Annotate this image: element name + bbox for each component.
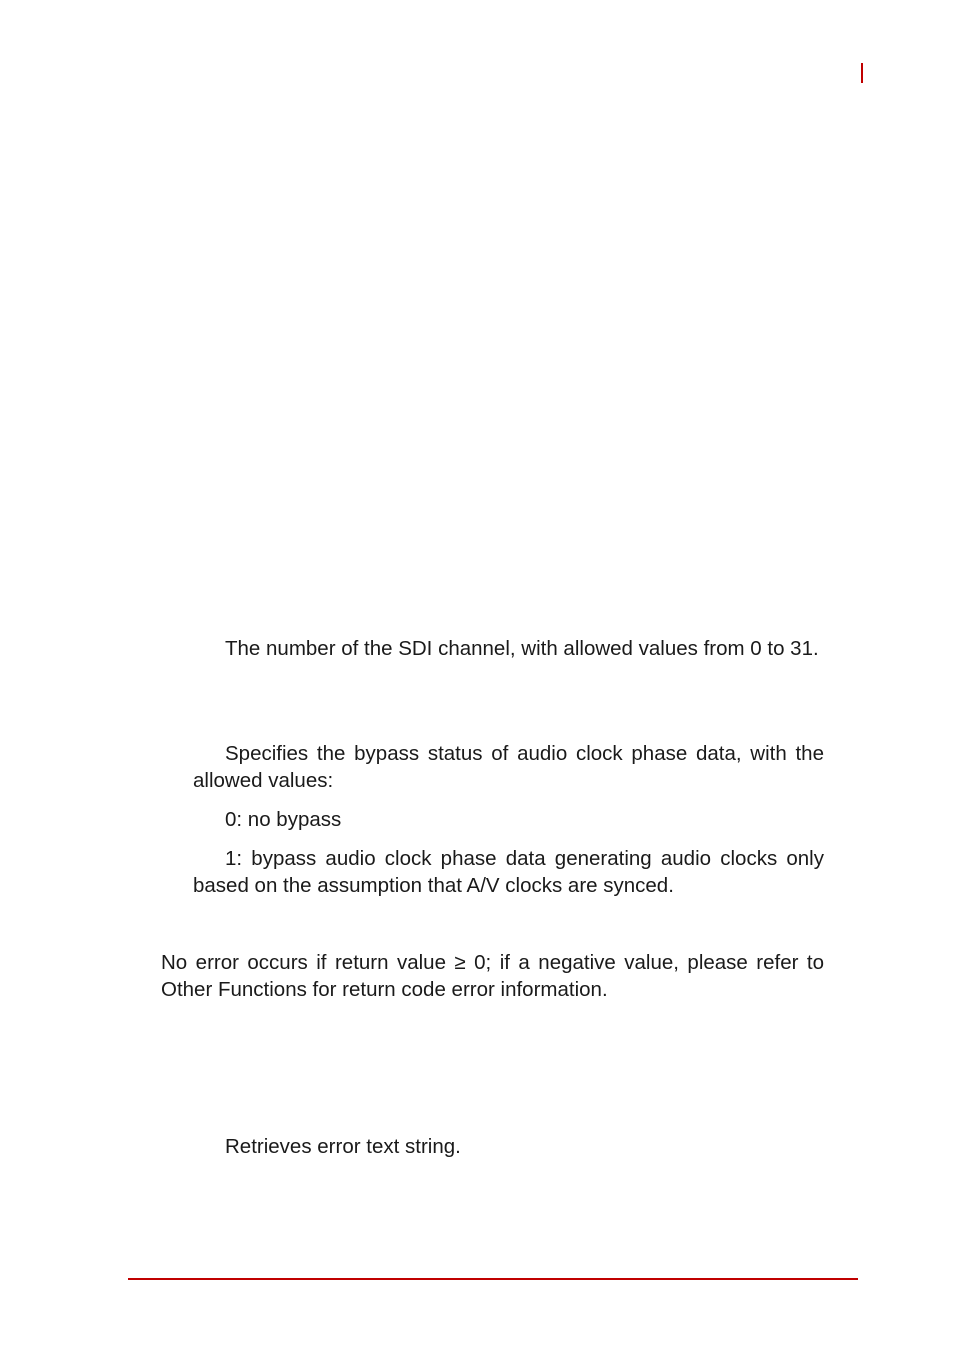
bypass-option-1: 1: bypass audio clock phase data generating audio clocks only based on the assumption that A/V clocks are synced. — [193, 847, 824, 897]
footer-rule — [128, 1278, 858, 1280]
header-marker — [861, 63, 863, 83]
bypass-parameter-description: Specifies the bypass status of audio clock phase data, with the allowed values: — [193, 742, 824, 792]
channel-parameter-description: The number of the SDI channel, with allowed values from 0 to 31. — [225, 637, 819, 660]
bypass-option-0: 0: no bypass — [225, 808, 342, 831]
function-description: Retrieves error text string. — [225, 1135, 461, 1158]
return-value-description: No error occurs if return value ≥ 0; if a negative value, please refer to Other Functions for return code error information. — [161, 951, 824, 1001]
